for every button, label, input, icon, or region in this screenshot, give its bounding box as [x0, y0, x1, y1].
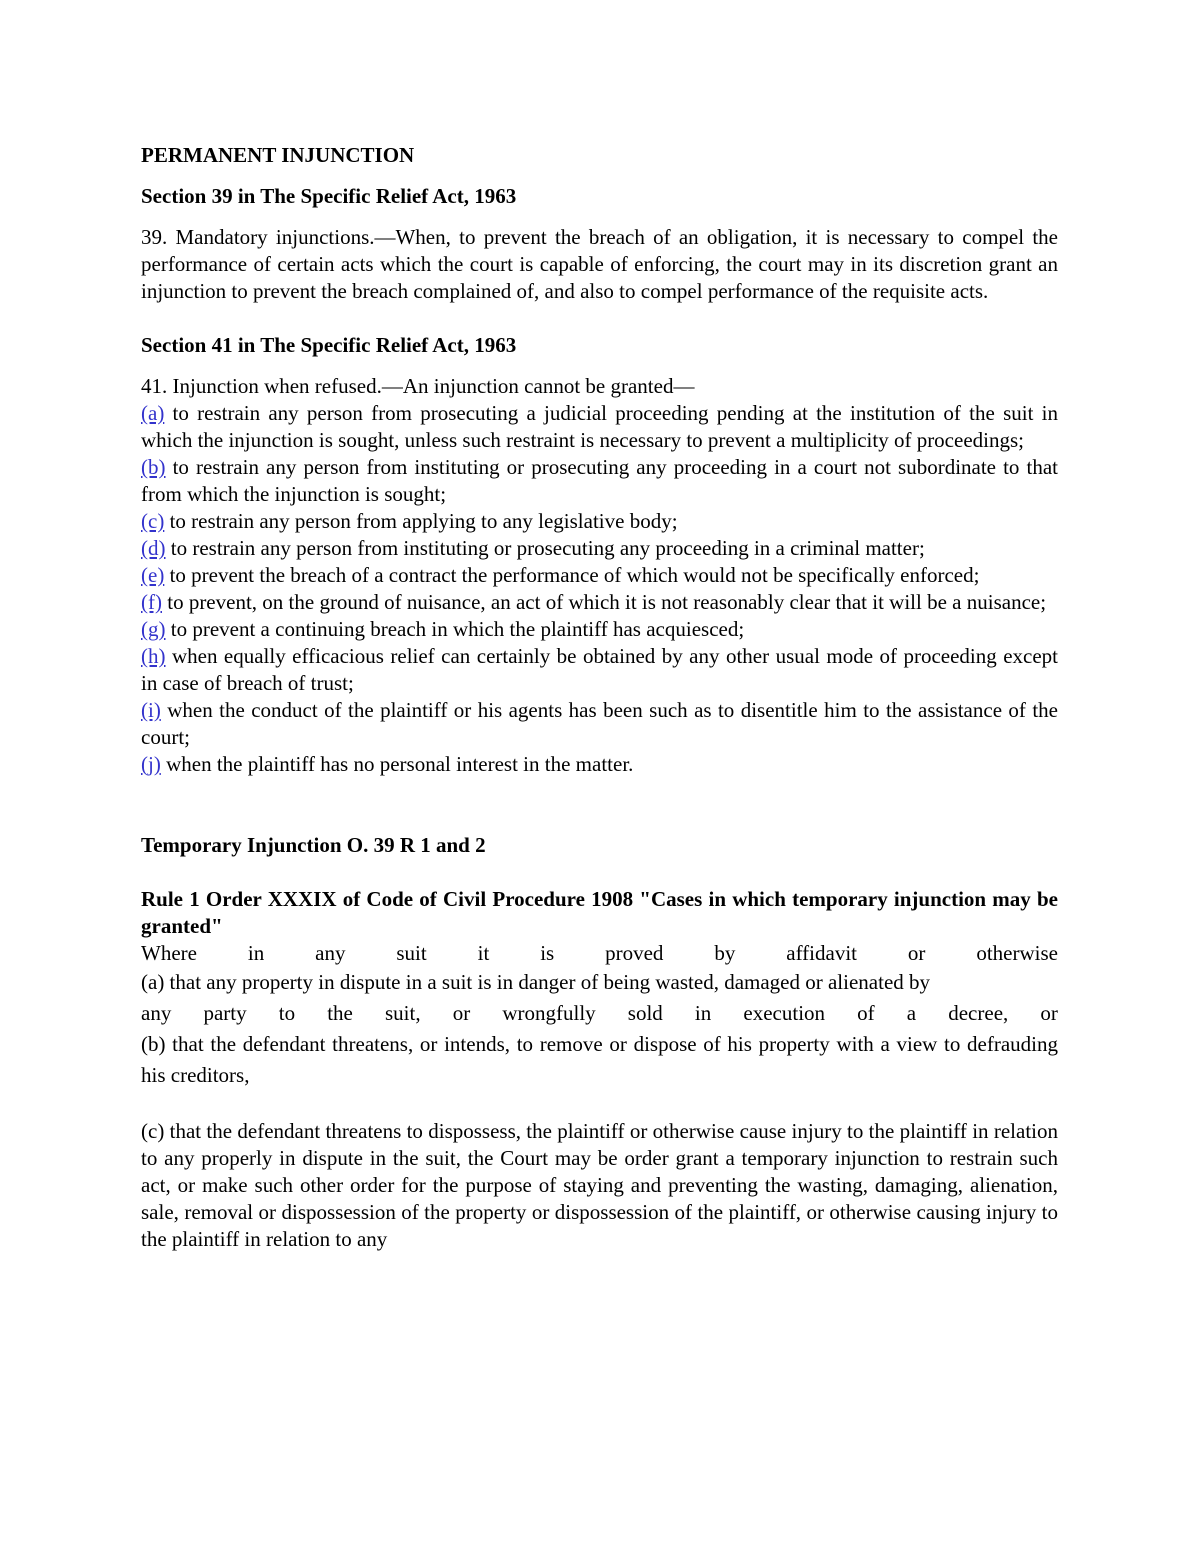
word: decree, — [948, 1001, 1009, 1025]
clause-text: to prevent the breach of a contract the performance of which would not be specifically enforced; — [164, 563, 980, 587]
word: Where — [141, 941, 197, 965]
word: suit, — [384, 1001, 421, 1025]
clause-b-link[interactable]: (b) — [141, 455, 166, 479]
clause-text: to prevent a continuing breach in which the plaintiff has acquiesced; — [165, 617, 745, 641]
word: in — [694, 1001, 712, 1025]
clause-item — [141, 454, 1058, 508]
section-41-clause-list — [141, 400, 1058, 778]
clause-item — [141, 562, 1058, 589]
document-page — [141, 142, 1058, 1274]
clause-item — [141, 400, 1058, 454]
word: of — [857, 1001, 875, 1025]
word: execution — [743, 1001, 826, 1025]
clause-item — [141, 535, 1058, 562]
word: is — [540, 941, 555, 965]
section-39-text: 39. Mandatory injunctions.—When, to prevent the breach of an obligation, it is necessary to compel the performance of certain acts which the court is capable of enforcing, the court may in its discretion grant an injunction to prevent the breach complained of, and also to compel performance of the requisite acts. — [141, 225, 1058, 303]
section-41-intro: 41. Injunction when refused.—An injunction cannot be granted— — [141, 374, 695, 398]
clause-item — [141, 589, 1058, 616]
word: otherwise — [976, 941, 1058, 965]
clause-c-link[interactable]: (c) — [141, 509, 165, 533]
temporary-injunction-title: Temporary Injunction O. 39 R 1 and 2 — [141, 833, 486, 857]
word: to — [278, 1001, 296, 1025]
word: a — [906, 1001, 917, 1025]
word: proved — [605, 941, 664, 965]
word: affidavit — [786, 941, 858, 965]
word: it — [477, 941, 490, 965]
clause-item — [141, 751, 1058, 778]
clause-b-text: (b) that the defendant threatens, or intends, to remove or dispose of his property with a view to defrauding his creditors, — [141, 1032, 1058, 1087]
clause-item — [141, 616, 1058, 643]
rule-1-heading: Rule 1 Order XXXIX of Code of Civil Procedure 1908 "Cases in which temporary injunction may be granted" — [141, 887, 1058, 938]
word: any — [315, 941, 346, 965]
section-39-heading: Section 39 in The Specific Relief Act, 1963 — [141, 184, 517, 208]
word: suit — [396, 941, 427, 965]
word: or — [1040, 1001, 1058, 1025]
clause-text: when the conduct of the plaintiff or his agents has been such as to disentitle him to the assistance of the court; — [141, 698, 1058, 749]
document-title: PERMANENT INJUNCTION — [141, 143, 415, 167]
clause-item — [141, 643, 1058, 697]
clause-a-line-2 — [141, 998, 1058, 1029]
clause-e-link[interactable]: (e) — [141, 563, 165, 587]
clause-c-text: (c) that the defendant threatens to dispossess, the plaintiff or otherwise cause injury to the plaintiff in relation to any properly in dispute in the suit, the Court may be order grant a temporary injunction to restrain such act, or make such other order for the purpose of staying and preventing the wasting, damaging, alienation, sale, removal or dispossession of the property or dispossession of the plaintiff, or otherwise causing injury to the plaintiff in relation to any — [141, 1119, 1058, 1251]
section-41-heading: Section 41 in The Specific Relief Act, 1963 — [141, 333, 517, 357]
clause-d-link[interactable]: (d) — [141, 536, 166, 560]
clause-text: to restrain any person from applying to any legislative body; — [164, 509, 678, 533]
clause-f-link[interactable]: (f) — [141, 590, 162, 614]
clause-text: when equally efficacious relief can certainly be obtained by any other usual mode of proceeding except in case of breach of trust; — [141, 644, 1058, 695]
word: any — [141, 1001, 172, 1025]
clause-h-link[interactable]: (h) — [141, 644, 166, 668]
clause-text: to restrain any person from instituting or prosecuting any proceeding in a court not subordinate to that from which the injunction is sought; — [141, 455, 1058, 506]
word: by — [714, 941, 736, 965]
clause-text: to restrain any person from instituting or prosecuting any proceeding in a criminal matter; — [165, 536, 925, 560]
word: party — [203, 1001, 247, 1025]
clause-item — [141, 697, 1058, 751]
word: or — [452, 1001, 471, 1025]
word: the — [327, 1001, 353, 1025]
clause-i-link[interactable]: (i) — [141, 698, 161, 722]
clause-text: when the plaintiff has no personal interest in the matter. — [160, 752, 634, 776]
clause-a-line-1: (a) that any property in dispute in a suit is in danger of being wasted, damaged or alienated by — [141, 970, 931, 994]
word: in — [247, 941, 265, 965]
clause-a-link[interactable]: (a) — [141, 401, 165, 425]
where-line — [141, 940, 1058, 967]
clause-j-link[interactable]: (j) — [141, 752, 161, 776]
clause-text: to restrain any person from prosecuting a judicial proceeding pending at the institution of the suit in which the injunction is sought, unless such restraint is necessary to prevent a multiplicity of proceedings; — [141, 401, 1058, 452]
word: or — [907, 941, 926, 965]
clause-g-link[interactable]: (g) — [141, 617, 166, 641]
clause-text: to prevent, on the ground of nuisance, an act of which it is not reasonably clear that it will be a nuisance; — [161, 590, 1047, 614]
word: wrongfully — [502, 1001, 596, 1025]
clause-item — [141, 508, 1058, 535]
word: sold — [627, 1001, 663, 1025]
